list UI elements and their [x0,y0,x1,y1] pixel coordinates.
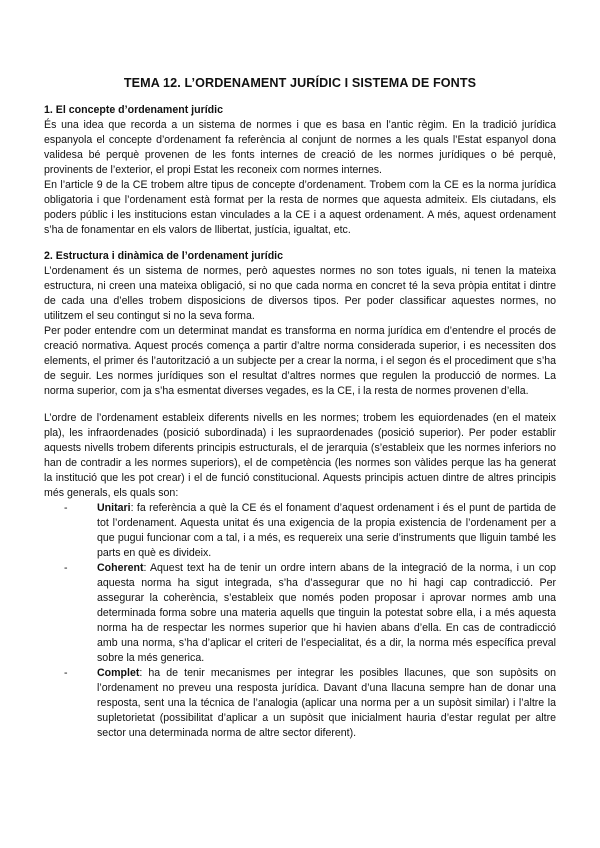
section-2-heading: 2. Estructura i dinàmica de l’ordenament jurídic [44,250,284,262]
section-2-paragraph: L’ordenament és un sistema de normes, però aquestes normes no son totes iguals, ni tenen la mateixa estructura, ni creen una mateixa obligació, si no que cada norma en concret té la seva pròpia entitat i dintre de cada una d’elles trobem disposicions de diversos tipos. Per poder classificar aquestes normes, no utilitzem el seu contingut si no la seva forma. [44,265,556,322]
section-1-heading: 1. El concepte d’ordenament jurídic [44,104,223,116]
section-1-paragraph: En l’article 9 de la CE trobem altre tipus de concepte d’ordenament. Trobem com la CE es la norma jurídica obligatoria i que l’ordenament està format per la resta de normes que aquesta admiteix. Els ciutadans, els poders públic i les institucions estan vinculades a la CE i a aquest ordenament. A més, aquest ordenament s’ha de fonamentar en els valors de llibertat, justícia, igualtat, etc. [44,179,556,236]
document-body [44,103,556,741]
section-2-paragraph: Per poder entendre com un determinat mandat es transforma en norma jurídica em d’entendre el procés de creació normativa. Aquest procés comença a partir d’altre norma considerada superior, i es necessiten dos elements, el primer és l’autorització a un subjecte per a crear la norma, i el segon és el procediment que s’ha de seguir. Les normes jurídiques son el resultat d’altres normes que regulen la producció de normes. La norma superior, com ja s’ha esmentat diverses vegades, es la CE, i la resta de normes provenen d’ella. [44,325,556,397]
list-dash: - [64,502,68,514]
list-item-complet [64,666,556,741]
section-2-paragraph: L’ordre de l’ordenament estableix diferents nivells en les normes; trobem les equiordenades (en el mateix pla), les infraordenades (posició subordinada) i les supraordenades (posició superior). Per poder establir aquests nivells trobem diferents principis estructurals, el de jerarquia (s’estableix que les normes inferiors no han de contradir a les normes superiors), el de competència (les normes son vàlides perque las ha generat la institució que les pot crear) i el de funció constitucional. Aquests principis actuen dintre de altres principis més generals, els quals son: [44,412,556,499]
principle-text: : Aquest text ha de tenir un ordre intern abans de la integració de la norma, i un cop aquesta norma ha sigut integrada, s’ha d’assegurar que no hi hagi cap contradicció. Per assegurar la coherència, s’estableix que només poden proposar i aprovar normes amb una determinada forma sobre una materia aquells que tinguin la potestat sobre ella, i a més aquesta norma ha de respectar les normes superior que hi havien abans d’ella. En cas de contradicció amb una norma, s’ha d’aplicar el criteri de l’especialitat, és a dir, la norma més específica preval sobre la més generica. [97,562,556,664]
document-title: TEMA 12. L’ORDENAMENT JURÍDIC I SISTEMA DE FONTS [123,76,477,90]
list-item-coherent [64,561,556,666]
list-item-unitari [64,501,556,561]
spacer [44,238,556,249]
list-dash: - [64,667,68,679]
principle-term: Unitari [97,502,131,514]
list-dash: - [64,562,68,574]
principles-list [44,501,556,741]
principle-term: Coherent [97,562,144,574]
section-1-paragraph: És una idea que recorda a un sistema de normes i que es basa en l’antic règim. En la tradició jurídica espanyola el concepte d’ordenament fa referència al conjunt de normes a les quals l’Estat espanyol dona validesa bé perquè provenen de les fonts internes de creació de les normes jurídiques o bé perquè, provinents de l’exterior, el propi Estat les reconeix com normes internes. [44,119,556,176]
principle-text: : fa referència a què la CE és el fonament d’aquest ordenament i és el punt de partida de tot l’ordenament. Aquesta unitat és una exigencia de la propia existencia de l’ordenament per a que pugui funcionar com a tal, i a més, es requereix una serie d’instruments que lliguin també les parts en què es divideix. [97,502,556,559]
spacer [44,399,556,411]
principle-term: Complet [97,667,140,679]
principle-text: : ha de tenir mecanismes per integrar les posibles llacunes, que son supòsits on l’ordenament no preveu una resposta jurídica. Davant d’una llacuna sempre han de donar una resposta, sent una la técnica de l’analogia (aplicar una norma per a un supòsit similar) i l’altre la supletorietat (possibilitat d’aplicar a un supòsit que inicialment hauria d’estar regulat per altre sector una determinada norma de altre sector diferent). [97,667,556,739]
